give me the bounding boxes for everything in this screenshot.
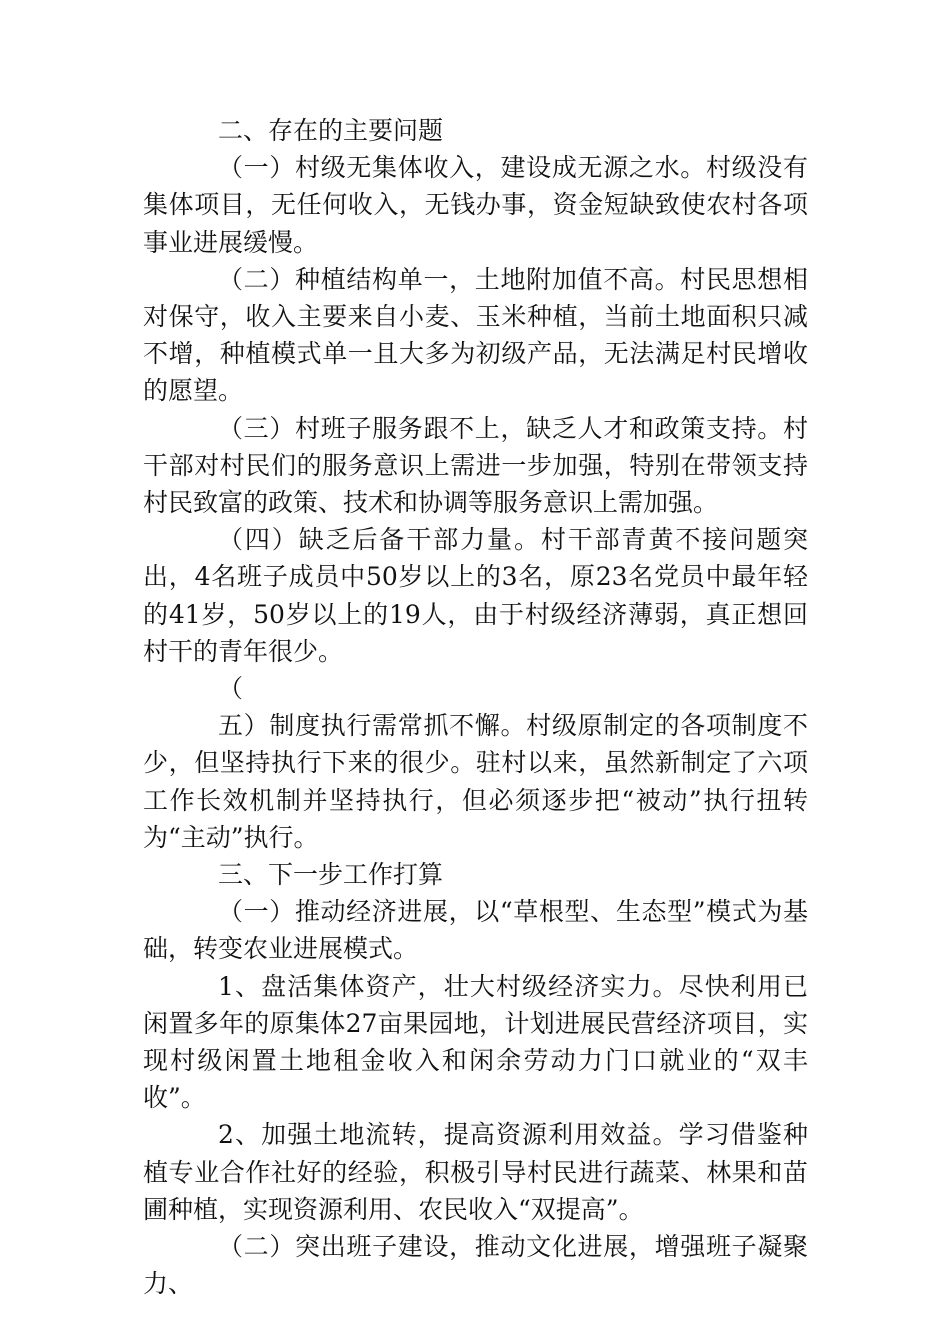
- paragraph-problem-5-open-paren: （: [218, 674, 244, 704]
- section-heading-problems: 二、存在的主要问题: [218, 116, 444, 145]
- paragraph-problem-2: （二）种植结构单一，土地附加值不高。村民思想相对保守，收入主要来自小麦、玉米种植，当前土地面积只减不增，种植模式单一且大多为初级产品，无法满足村民增收的愿望。: [143, 264, 808, 406]
- document-page: [143, 112, 808, 1303]
- paragraph-problem-1: （一）村级无集体收入，建设成无源之水。村级没有集体项目，无任何收入，无钱办事，资金短缺致使农村各项事业进展缓慢。: [143, 153, 808, 257]
- paragraph-plan-2: （二）突出班子建设，推动文化进展，增强班子凝聚力、: [143, 1232, 808, 1299]
- paragraph-plan-1: （一）推动经济进展，以“草根型、生态型”模式为基础，转变农业进展模式。: [143, 897, 808, 964]
- paragraph-plan-1-item-1: 1、盘活集体资产，壮大村级经济实力。尽快利用已闲置多年的原集体27亩果园地，计划进展民营经济项目，实现村级闲置土地租金收入和闲余劳动力门口就业的“双丰收”。: [143, 971, 808, 1113]
- section-heading-next-steps: 三、下一步工作打算: [218, 860, 444, 890]
- paragraph-problem-3: （三）村班子服务跟不上，缺乏人才和政策支持。村干部对村民们的服务意识上需进一步加强，特别在带领支持村民致富的政策、技术和协调等服务意识上需加强。: [143, 413, 808, 518]
- paragraph-plan-1-item-2: 2、加强土地流转，提高资源利用效益。学习借鉴种植专业合作社好的经验，积极引导村民进行蔬菜、林果和苗圃种植，实现资源利用、农民收入“双提高”。: [143, 1120, 808, 1224]
- paragraph-problem-5: 五）制度执行需常抓不懈。村级原制定的各项制度不少，但坚持执行下来的很少。驻村以来，虽然新制定了六项工作长效机制并坚持执行，但必须逐步把“被动”执行扭转为“主动”执行。: [143, 711, 808, 852]
- paragraph-problem-4: （四）缺乏后备干部力量。村干部青黄不接问题突出，4名班子成员中50岁以上的3名，原23名党员中最年轻的41岁，50岁以上的19人，由于村级经济薄弱，真正想回村干的青年很少。: [143, 525, 808, 666]
